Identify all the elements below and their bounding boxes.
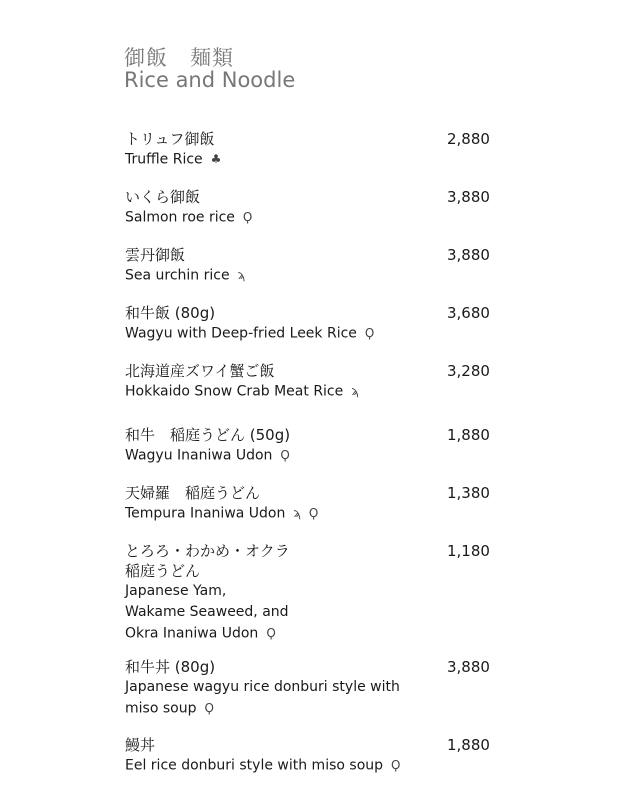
item-price: 2,880 [447, 130, 490, 148]
wine-glass-icon: Ϙ [308, 506, 319, 520]
item-name-en-text: Wagyu Inaniwa Udon [125, 447, 273, 464]
item-price: 1,380 [447, 484, 490, 502]
item-name-en-text: Eel rice donburi style with miso soup [125, 757, 384, 774]
item-name-jp: 和牛飯 (80g) [125, 304, 216, 322]
item-name-en [125, 265, 505, 287]
item-name-en [125, 445, 505, 467]
wine-glass-icon: Ϙ [266, 626, 276, 640]
item-name-jp: トリュフ御飯 [125, 130, 215, 148]
item-name-jp: いくら御飯 [125, 188, 201, 206]
item-name-jp: 和牛 稲庭うどん (50g) [125, 426, 291, 444]
item-price: 3,280 [447, 362, 490, 380]
item-name-en [125, 381, 505, 403]
item-name-en [125, 677, 505, 720]
item-name-jp: 鰻丼 [125, 736, 156, 754]
shrimp-icon: ϡ [293, 506, 301, 520]
item-name-jp: 北海道産ズワイ蟹ご飯 [125, 362, 275, 380]
item-name-en [125, 581, 505, 645]
shrimp-icon: ϡ [237, 268, 246, 282]
item-price: 1,880 [447, 736, 490, 754]
item-name-en-text: Truffle Rice [125, 151, 203, 168]
section-title-jp: 御飯 麺類 [124, 46, 234, 70]
item-name-jp: とろろ・わかめ・オクラ 稲庭うどん [125, 542, 290, 580]
item-name-en-text: Hokkaido Snow Crab Meat Rice [125, 383, 344, 400]
item-price: 3,880 [447, 188, 490, 206]
item-name-en [125, 207, 505, 229]
item-name-en [125, 503, 505, 525]
item-name-en-text: Japanese wagyu rice donburi style with miso soup [125, 679, 400, 717]
item-name-en-text: Tempura Inaniwa Udon [125, 505, 286, 522]
item-name-en-text: Sea urchin rice [125, 267, 230, 284]
wine-glass-icon: Ϙ [242, 210, 253, 224]
item-name-jp: 和牛丼 (80g) [125, 658, 216, 676]
shrimp-icon: ϡ [351, 384, 359, 398]
wine-glass-icon: Ϙ [364, 326, 375, 340]
item-name-en-text: Salmon roe rice [125, 209, 235, 226]
item-name-en-text: Japanese Yam, Wakame Seaweed, and Okra Inaniwa Udon [125, 583, 289, 642]
item-name-en [125, 149, 505, 171]
wine-glass-icon: Ϙ [391, 758, 401, 772]
item-name-en-text: Wagyu with Deep-fried Leek Rice [125, 325, 357, 342]
item-name-en [125, 755, 505, 777]
wine-glass-icon: Ϙ [204, 701, 214, 715]
wine-glass-icon: Ϙ [280, 448, 290, 462]
item-price: 3,880 [447, 246, 490, 264]
item-price: 1,180 [447, 542, 490, 560]
item-name-jp: 雲丹御飯 [125, 246, 186, 264]
item-name-jp: 天婦羅 稲庭うどん [125, 484, 261, 502]
item-price: 3,880 [447, 658, 490, 676]
item-price: 3,680 [447, 304, 490, 322]
item-name-en [125, 323, 505, 345]
item-price: 1,880 [447, 426, 490, 444]
section-title-en: Rice and Noodle [124, 68, 296, 92]
mushroom-icon: ♣ [210, 152, 222, 166]
